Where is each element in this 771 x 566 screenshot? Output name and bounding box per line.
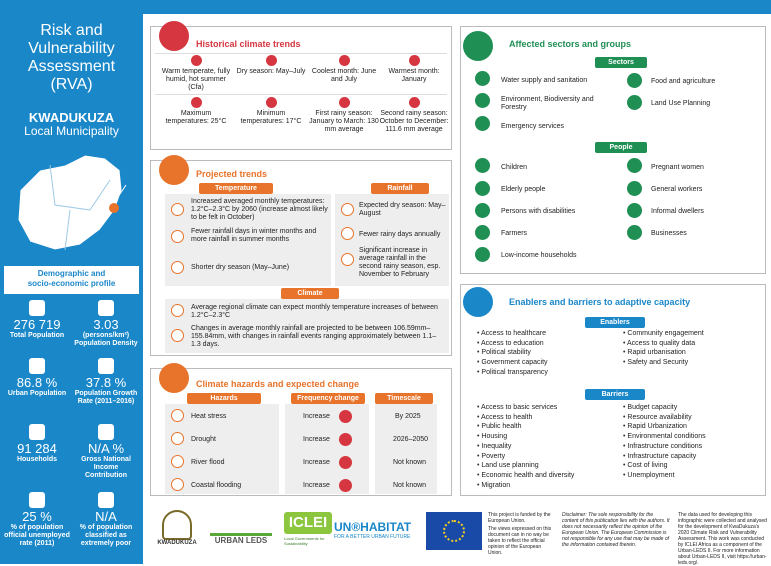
arrow-up-icon [339, 410, 352, 423]
location-marker-icon [109, 203, 119, 213]
poverty-icon [98, 492, 114, 508]
map-icon [627, 95, 642, 110]
flood-icon [171, 455, 184, 468]
growth-icon [98, 358, 114, 374]
dry-season [236, 55, 306, 76]
climate-zone [161, 55, 231, 92]
demographic-header [4, 266, 139, 294]
people-item: Persons with disabilities [501, 208, 576, 215]
stat-label: Urban Population [7, 390, 67, 397]
cell-text: Dry season: May–July [236, 68, 306, 75]
logo-subtext: FOR A BETTER URBAN FUTURE [334, 534, 411, 540]
historical-panel [150, 26, 452, 150]
barrier-item: • Inequality [477, 442, 574, 452]
enablers-label: Enablers [585, 317, 645, 328]
sun-icon [171, 261, 184, 274]
sector-item: Environment, Biodiversity and Forestry [501, 96, 594, 111]
barrier-item: • Infrastructure conditions [623, 442, 706, 452]
shack-icon [627, 203, 642, 218]
stat-label: % of population classified as extremely poor [79, 524, 133, 547]
dry-icon [341, 203, 354, 216]
barrier-item: • Access to basic services [477, 403, 574, 413]
crest-icon [162, 510, 192, 540]
divider [155, 53, 447, 54]
enablers-right-list [623, 329, 704, 368]
first-rainy-season [307, 97, 381, 134]
elderly-icon [475, 181, 490, 196]
eu-stars-icon [443, 520, 465, 542]
arrow-up-icon [339, 456, 352, 469]
hazards-panel [150, 368, 452, 496]
affected-title: Affected sectors and groups [509, 39, 632, 49]
sun-rain-icon [171, 230, 184, 243]
sector-item: Land Use Planning [651, 100, 711, 107]
people-item: Elderly people [501, 186, 546, 193]
snowflake-icon [339, 55, 350, 66]
sidebar [0, 0, 143, 564]
sun-icon [409, 55, 420, 66]
projected-panel [150, 160, 452, 356]
barriers-right-list [623, 403, 706, 481]
logo-text: URBAN LEDS [214, 536, 268, 545]
temp-item: Fewer rainfall days in winter months and more rainfall in summer months [191, 228, 317, 243]
stat-urban-population [3, 358, 71, 398]
calendar-icon [171, 304, 184, 317]
warmest-month [379, 55, 449, 84]
min-temp [236, 97, 306, 126]
temp-item: Increased averaged monthly temperatures: 1.2°C–2.3°C by 2060 (increase almost likely to be felt in October) [191, 198, 328, 221]
stat-value: N/A % [87, 441, 125, 456]
city-icon [29, 358, 45, 374]
coolest-month [309, 55, 379, 84]
rain-item: Expected dry season: May–August [359, 202, 446, 217]
raindrop-icon [339, 97, 350, 108]
thermometer-sun-icon [159, 21, 189, 51]
barrier-item: • Environmental conditions [623, 432, 706, 442]
historical-title: Historical climate trends [196, 39, 301, 49]
rain-icon [341, 253, 354, 266]
thermometer-icon [171, 203, 184, 216]
hazard-time: 2026–2050 [393, 436, 429, 443]
cell-text: First rainy season: January to March: 130 mm average [309, 110, 379, 133]
eu-flag-icon [426, 512, 482, 550]
title-line: Risk and [40, 22, 103, 39]
gears-icon [463, 287, 493, 317]
drought-icon [171, 432, 184, 445]
people-item: Farmers [501, 230, 528, 237]
barrier-item: • Migration [477, 481, 574, 491]
wheelchair-icon [475, 203, 490, 218]
enabler-item: • Access to healthcare [477, 329, 548, 339]
south-africa-map [10, 150, 132, 260]
people-item: Businesses [651, 230, 687, 237]
hazard-time: By 2025 [395, 413, 421, 420]
enabler-item: • Political stability [477, 348, 548, 358]
views-text: The views expressed on this document can in no way be taken to reflect the official opinion of the European Union. [488, 526, 552, 556]
cell-text: Warmest month: January [388, 68, 440, 83]
hazard-time: Not known [393, 482, 427, 489]
stat-gni [72, 424, 140, 480]
tree-icon [475, 93, 490, 108]
stat-total-population [3, 300, 71, 340]
hazard-change: Increase [303, 482, 330, 489]
barrier-item: • Housing [477, 432, 574, 442]
stat-value: 86.8 % [16, 375, 58, 390]
barrier-item: • Budget capacity [623, 403, 706, 413]
hazard-name: Coastal flooding [191, 482, 242, 489]
cloud-icon [341, 227, 354, 240]
title-line: Vulnerability [28, 40, 115, 57]
barrier-item: • Rapid Urbanization [623, 422, 706, 432]
stat-value: N/A [95, 509, 117, 524]
stat-label: Total Population [9, 332, 65, 339]
barrier-item: • Resource availability [623, 413, 706, 423]
pregnant-icon [627, 158, 642, 173]
raindrop-icon [409, 97, 420, 108]
sector-item: Emergency services [501, 123, 565, 130]
cell-text: Minimum temperatures: 17°C [240, 110, 302, 125]
stat-value: 3.03 [93, 317, 119, 332]
stat-extreme-poverty [72, 492, 140, 548]
barriers-left-list [477, 403, 574, 490]
funded-text: This project is funded by the European Union. [488, 512, 551, 524]
logo-text: KWADUKUZA [157, 540, 197, 546]
col-hazards: Hazards [187, 393, 261, 404]
demo-header-line: Demographic and [37, 269, 106, 278]
house-icon [475, 247, 490, 262]
sector-item: Water supply and sanitation [501, 77, 588, 84]
wave-icon [171, 478, 184, 491]
hazard-name: Heat stress [191, 413, 227, 420]
barrier-item: • Unemployment [623, 471, 706, 481]
climate-item: Average regional climate can expect monthly temperature increases of between 1.2°C–2.3°C [191, 304, 438, 319]
people-icon [29, 300, 45, 316]
climate-item: Changes in average monthly rainfall are projected to be between 106.59mm–155.84mm, with changes in rainfall events ranging approximately between 1.1–1.3 days. [191, 325, 437, 348]
sector-item: Food and agriculture [651, 78, 716, 85]
stat-value: 25 % [22, 509, 52, 524]
people-label: People [595, 142, 647, 153]
logo-text: UN®HABITAT [334, 520, 412, 534]
rain-item: Fewer rainy days annually [359, 231, 441, 238]
hazard-change: Increase [303, 436, 330, 443]
cell-text: Maximum temperatures: 25°C [165, 110, 227, 125]
enablers-left-list [477, 329, 548, 378]
urban-leds-logo [210, 516, 272, 552]
max-temp [161, 97, 231, 126]
divider [155, 94, 447, 95]
water-tap-icon [475, 71, 490, 86]
barrier-item: • Public health [477, 422, 574, 432]
enabler-item: • Access to education [477, 339, 548, 349]
stat-growth-rate [72, 358, 140, 406]
barriers-label: Barriers [585, 389, 645, 400]
stat-label: % of population official unemployed rate (2011) [4, 524, 70, 547]
sun-icon [191, 55, 202, 66]
affected-panel [460, 26, 766, 274]
child-icon [475, 158, 490, 173]
second-rainy-season [377, 97, 451, 134]
enabler-item: • Rapid urbanisation [623, 348, 704, 358]
stat-label: Gross National Income Contribution [81, 456, 131, 479]
wheat-icon [627, 73, 642, 88]
enablers-title: Enablers and barriers to adaptive capacity [509, 297, 691, 307]
stat-value: 91 284 [17, 441, 57, 456]
thermometer-icon [266, 97, 277, 108]
un-habitat-logo [334, 520, 420, 550]
logo-subtext: Local Governments for Sustainability [284, 536, 325, 546]
stat-label: (persons/km²) Population Density [74, 332, 138, 347]
money-icon [98, 424, 114, 440]
cell-text: Second rainy season: October to December: 111.6 mm average [379, 110, 449, 133]
people-item: Low-income households [501, 252, 577, 259]
municipality-subtitle: Local Municipality [24, 124, 119, 138]
arrow-up-icon [339, 433, 352, 446]
density-icon [98, 300, 114, 316]
sectors-label: Sectors [595, 57, 647, 68]
enabler-item: • Community engagement [623, 329, 704, 339]
hazard-name: River flood [191, 459, 225, 466]
disclaimer-text: Disclaimer: The sole responsibility for the content of this publication lies with the authors. It does not necessarily reflect the opinion of the European Union. The European Commission is not responsible for any use that may be made of the information contained therein. [562, 512, 670, 548]
coins-icon [29, 492, 45, 508]
iclei-logo [284, 512, 332, 552]
worker-icon [627, 181, 642, 196]
barrier-item: • Economic health and diversity [477, 471, 574, 481]
cell-text: Warm temperate, fully humid, hot summer (Cfa) [161, 68, 231, 91]
hazard-icon [159, 363, 189, 393]
arrow-up-icon [339, 479, 352, 492]
enabler-item: • Political transparency [477, 368, 548, 378]
people-item: Children [501, 164, 528, 171]
thermometer-icon [191, 97, 202, 108]
stat-population-density [72, 300, 140, 348]
rainfall-label: Rainfall [371, 183, 429, 194]
dry-icon [266, 55, 277, 66]
barrier-item: • Land use planning [477, 461, 574, 471]
enablers-panel [460, 284, 766, 496]
hazard-name: Drought [191, 436, 216, 443]
hazards-title: Climate hazards and expected change [196, 379, 360, 389]
temp-item: Shorter dry season (May–June) [191, 264, 290, 271]
stat-label: Population Growth Rate (2011–2016) [74, 390, 138, 405]
stat-unemployment [3, 492, 71, 548]
skyline-icon [210, 516, 272, 536]
farmer-icon [475, 225, 490, 240]
title-line: (RVA) [50, 76, 93, 93]
cell-text: Coolest month: June and July [311, 68, 377, 83]
data-note-text: The data used for developing this infographic were collected and analysed for the development of KwaDukuza's 2020 Climate Risk and Vulnerability Assessment. This work was conducted by ICLEI Africa as a component of the Urban-LEDS II. For more information about Urban-LEDS II, visit https://urban-leds.org/. [678, 512, 767, 566]
stat-households [3, 424, 71, 464]
barrier-item: • Poverty [477, 452, 574, 462]
rva-title [0, 22, 143, 94]
stat-label: Households [16, 456, 58, 463]
people-item: Informal dwellers [651, 208, 704, 215]
hazard-change: Increase [303, 459, 330, 466]
stat-value: 37.8 % [85, 375, 127, 390]
enabler-item: • Government capacity [477, 358, 548, 368]
temperature-label: Temperature [199, 183, 273, 194]
logo-text: ICLEI [284, 512, 332, 534]
building-icon [627, 225, 642, 240]
enabler-item: • Safety and Security [623, 358, 704, 368]
barrier-item: • Access to health [477, 413, 574, 423]
title-line: Assessment [27, 58, 116, 75]
calendar-icon [171, 329, 184, 342]
projected-title: Projected trends [196, 169, 268, 179]
top-bar [143, 0, 771, 14]
climate-label: Climate [281, 288, 339, 299]
rain-item: Significant increase in average rainfall in the second rainy season, esp. November to February [359, 247, 441, 278]
demo-header-line: socio-economic profile [27, 279, 116, 288]
barrier-item: • Infrastructure capacity [623, 452, 706, 462]
barrier-item: • Cost of living [623, 461, 706, 471]
people-item: Pregnant women [651, 164, 704, 171]
people-group-icon [463, 31, 493, 61]
house-icon [29, 424, 45, 440]
hazard-change: Increase [303, 413, 330, 420]
heat-icon [171, 409, 184, 422]
chart-icon [159, 155, 189, 185]
funding-note [488, 512, 556, 556]
col-frequency: Frequency change [291, 393, 365, 404]
kwadukuza-logo [152, 510, 202, 558]
people-item: General workers [651, 186, 703, 193]
hazard-time: Not known [393, 459, 427, 466]
enabler-item: • Access to quality data [623, 339, 704, 349]
ambulance-icon [475, 116, 490, 131]
col-timescale: Timescale [375, 393, 433, 404]
municipality-name: KWADUKUZA [28, 110, 115, 125]
stat-value: 276 719 [13, 317, 61, 332]
